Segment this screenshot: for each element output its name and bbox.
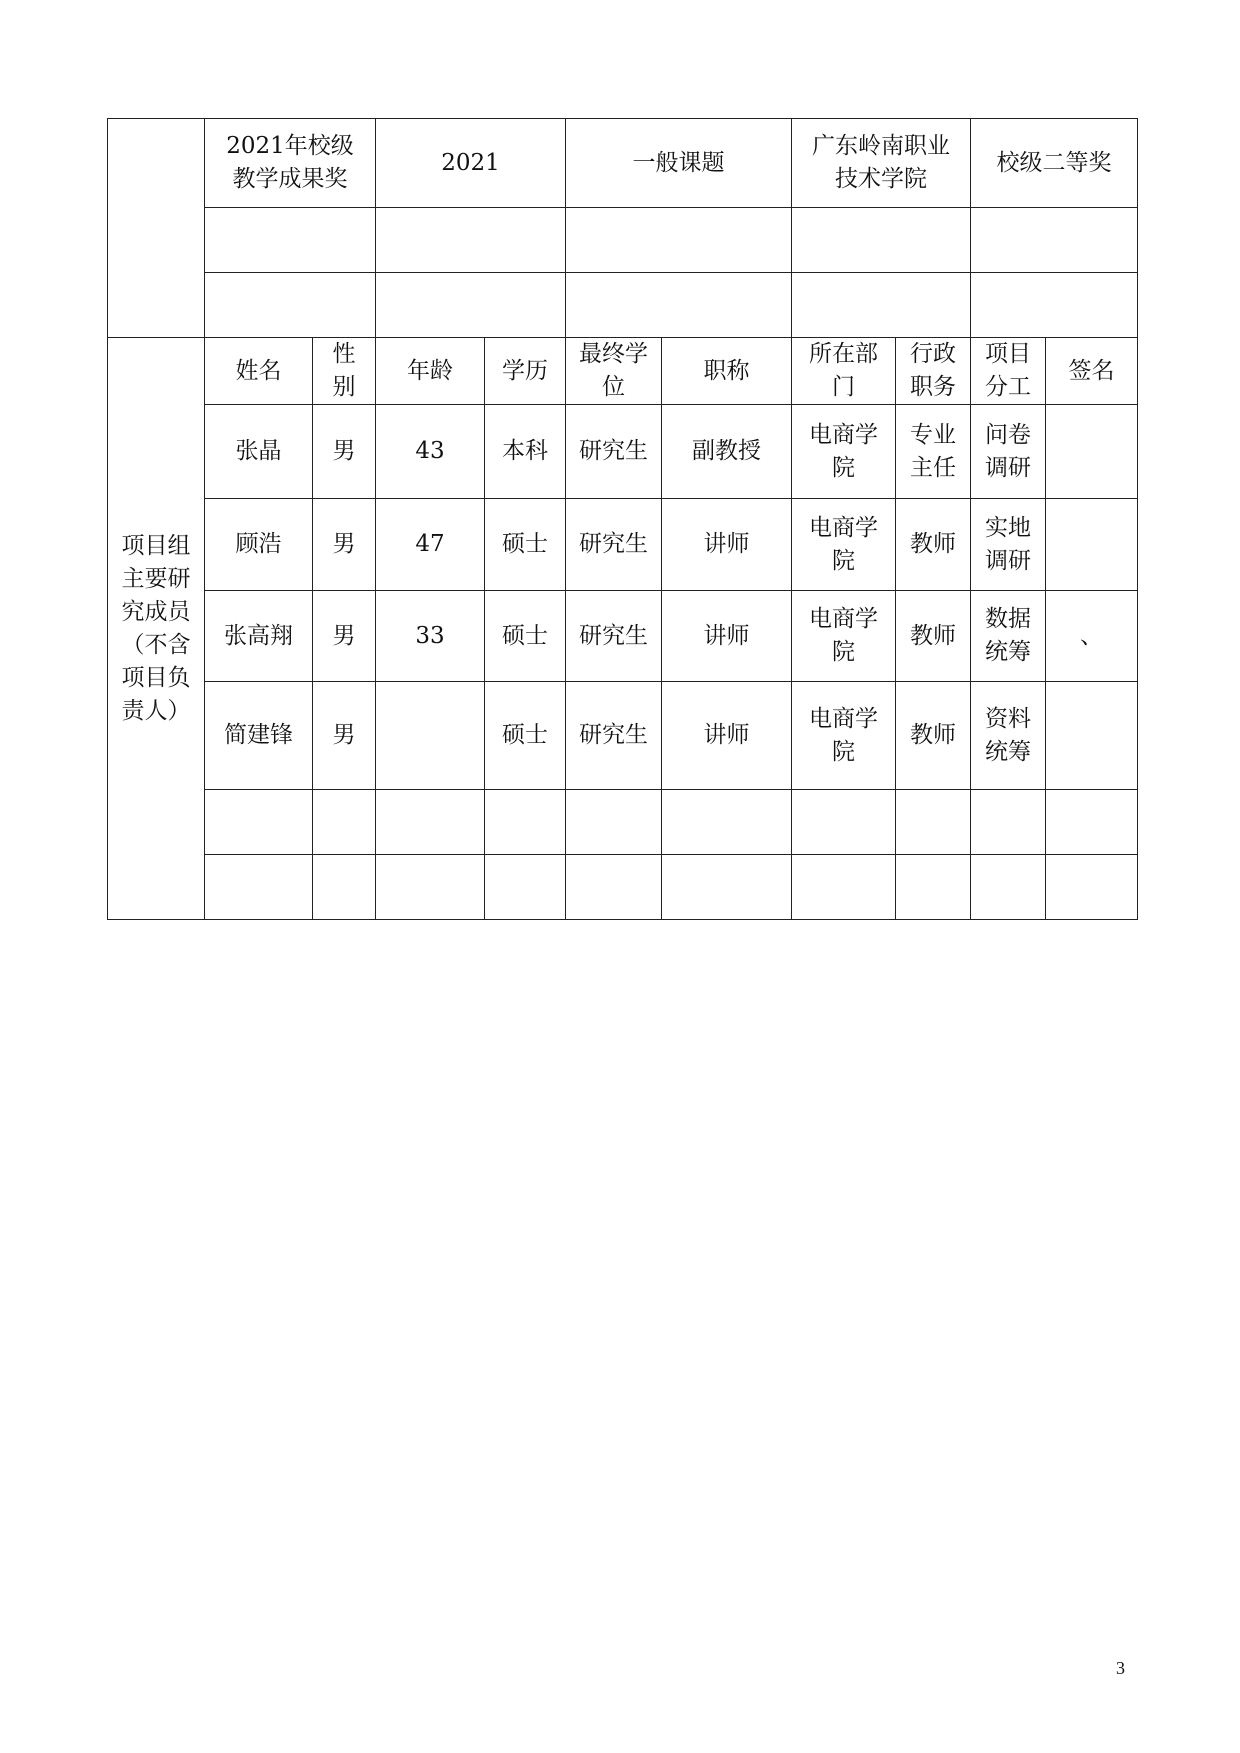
empty-cell: [971, 855, 1046, 920]
member-gender: 男: [313, 499, 376, 591]
empty-cell: [896, 790, 971, 855]
empty-cell: [205, 790, 313, 855]
empty-cell: [485, 855, 566, 920]
member-department: 电商学院: [792, 405, 896, 499]
member-department: 电商学院: [792, 682, 896, 790]
member-empty-row: [108, 855, 1138, 920]
empty-cell: [792, 790, 896, 855]
empty-cell: [205, 273, 376, 338]
header-signature: 签名: [1046, 338, 1138, 405]
award-type: 一般课题: [566, 119, 792, 208]
award-name: 2021年校级教学成果奖: [205, 119, 376, 208]
member-gender: 男: [313, 405, 376, 499]
empty-cell: [971, 273, 1138, 338]
empty-cell: [376, 208, 566, 273]
member-age: 33: [376, 591, 485, 682]
member-name: 顾浩: [205, 499, 313, 591]
empty-cell: [313, 855, 376, 920]
empty-cell: [792, 273, 971, 338]
header-admin-post: 行政职务: [896, 338, 971, 405]
empty-cell: [971, 790, 1046, 855]
member-signature: [1046, 405, 1138, 499]
member-admin-post: 专业主任: [896, 405, 971, 499]
award-org: 广东岭南职业技术学院: [792, 119, 971, 208]
empty-cell: [1046, 855, 1138, 920]
empty-cell: [376, 855, 485, 920]
empty-cell: [566, 855, 662, 920]
header-department: 所在部门: [792, 338, 896, 405]
member-education: 硕士: [485, 591, 566, 682]
members-header-row: [108, 338, 1138, 405]
empty-cell: [971, 208, 1138, 273]
empty-cell: [1046, 790, 1138, 855]
award-row: [108, 119, 1138, 208]
header-degree: 最终学位: [566, 338, 662, 405]
member-gender: 男: [313, 682, 376, 790]
empty-cell: [376, 273, 566, 338]
empty-cell: [792, 208, 971, 273]
member-degree: 研究生: [566, 591, 662, 682]
member-admin-post: 教师: [896, 499, 971, 591]
member-row: [108, 405, 1138, 499]
member-task: 实地调研: [971, 499, 1046, 591]
page-number: 3: [1116, 1658, 1125, 1678]
member-education: 硕士: [485, 499, 566, 591]
header-task: 项目分工: [971, 338, 1046, 405]
award-level: 校级二等奖: [971, 119, 1138, 208]
member-task: 资料统筹: [971, 682, 1046, 790]
member-row: [108, 682, 1138, 790]
empty-cell: [566, 790, 662, 855]
empty-cell: [313, 790, 376, 855]
empty-cell: [566, 208, 792, 273]
member-title: 讲师: [662, 682, 792, 790]
empty-cell: [205, 855, 313, 920]
empty-cell: [792, 855, 896, 920]
member-row: [108, 499, 1138, 591]
empty-cell: [376, 790, 485, 855]
member-row: [108, 591, 1138, 682]
empty-cell: [662, 790, 792, 855]
member-title: 讲师: [662, 499, 792, 591]
member-department: 电商学院: [792, 591, 896, 682]
member-signature: [1046, 682, 1138, 790]
empty-cell: [485, 790, 566, 855]
member-signature: 、: [1046, 591, 1138, 682]
member-department: 电商学院: [792, 499, 896, 591]
members-side-label: 项目组主要研究成员（不含项目负责人）: [108, 338, 205, 920]
member-education: 本科: [485, 405, 566, 499]
member-name: 张晶: [205, 405, 313, 499]
award-empty-row: [108, 273, 1138, 338]
empty-cell: [205, 208, 376, 273]
member-title: 副教授: [662, 405, 792, 499]
member-name: 张高翔: [205, 591, 313, 682]
member-task: 问卷调研: [971, 405, 1046, 499]
member-name: 简建锋: [205, 682, 313, 790]
member-age: 47: [376, 499, 485, 591]
header-name: 姓名: [205, 338, 313, 405]
member-admin-post: 教师: [896, 591, 971, 682]
member-admin-post: 教师: [896, 682, 971, 790]
award-year: 2021: [376, 119, 566, 208]
member-degree: 研究生: [566, 499, 662, 591]
empty-cell: [566, 273, 792, 338]
member-task: 数据统筹: [971, 591, 1046, 682]
research-form-table: [107, 118, 1138, 920]
header-age: 年龄: [376, 338, 485, 405]
award-empty-row: [108, 208, 1138, 273]
member-age: 43: [376, 405, 485, 499]
member-degree: 研究生: [566, 405, 662, 499]
header-education: 学历: [485, 338, 566, 405]
member-education: 硕士: [485, 682, 566, 790]
member-gender: 男: [313, 591, 376, 682]
header-gender: 性别: [313, 338, 376, 405]
header-title: 职称: [662, 338, 792, 405]
member-signature: [1046, 499, 1138, 591]
member-empty-row: [108, 790, 1138, 855]
award-side-cell: [108, 119, 205, 338]
member-age: [376, 682, 485, 790]
member-title: 讲师: [662, 591, 792, 682]
empty-cell: [896, 855, 971, 920]
member-degree: 研究生: [566, 682, 662, 790]
empty-cell: [662, 855, 792, 920]
